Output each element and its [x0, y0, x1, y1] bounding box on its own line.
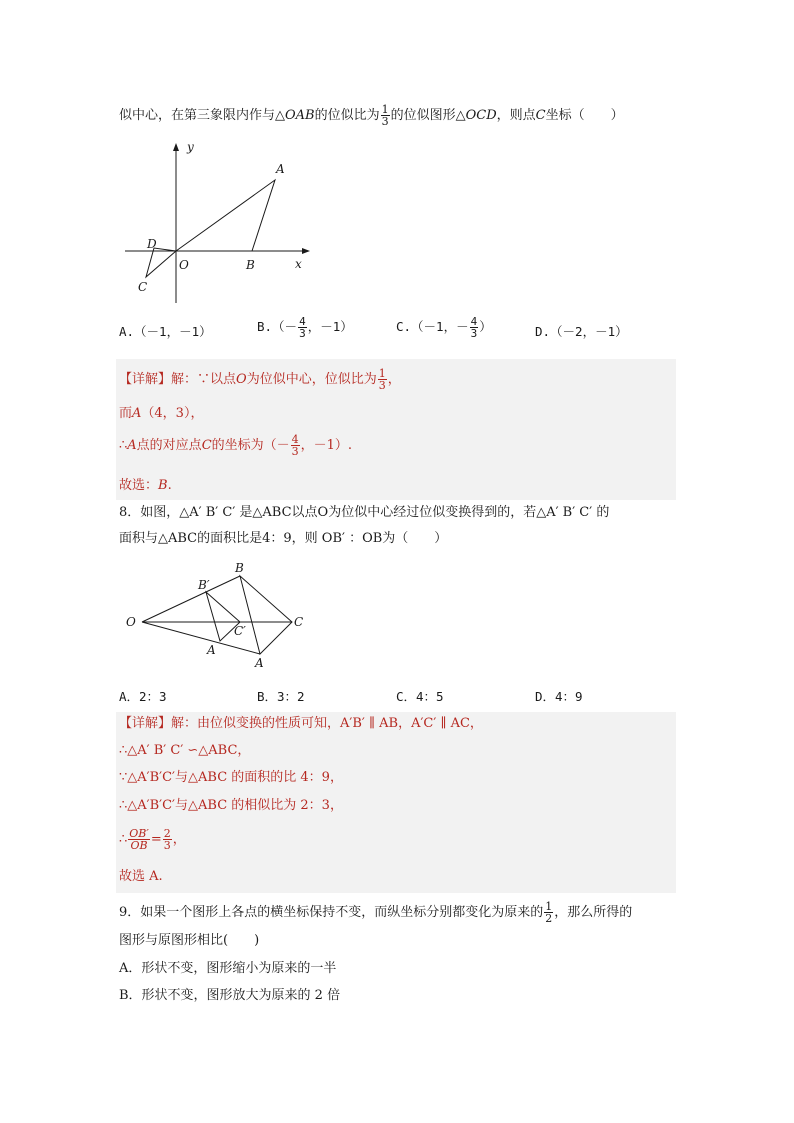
q7-stem-oab: OAB: [285, 108, 315, 123]
q7-stem-text: ，则点: [496, 108, 536, 123]
analysis-fraction: [163, 828, 172, 851]
label-b-prime: B′: [198, 578, 210, 592]
x-axis-arrow: [302, 248, 310, 254]
q8-analysis-line-2: ∴△A′ B′ C′ ∽△ABC，: [119, 743, 251, 758]
q7-ratio-fraction: [381, 104, 390, 127]
label-b: B: [235, 561, 244, 575]
analysis-fraction: [291, 434, 300, 457]
q7-stem-text: 坐标（ ）: [545, 108, 624, 123]
q7-stem-text: 似中心，在第三象限内作与△: [119, 108, 285, 123]
q8-stem-line-1: 8．如图，△A′ B′ C′ 是△ABC以点O为位似中心经过位似变换得到的，若△A′ B′ C′ 的: [119, 505, 610, 520]
fraction-numerator: 4: [291, 433, 299, 446]
fraction-denominator: 3: [163, 839, 171, 852]
label-a-prime: A: [207, 643, 216, 657]
q9-stem-line-1: [119, 901, 632, 924]
label-a: A: [276, 162, 285, 176]
q8-option-c: C．4：5: [396, 689, 444, 704]
analysis-text: 解：由位似变换的性质可知，A′B′ ∥ AB，A′C′ ∥ AC，: [171, 716, 483, 731]
option-fraction: [298, 316, 307, 339]
fraction-numerator: OB′: [129, 827, 149, 840]
q9-stem-text: ，那么所得的: [554, 905, 633, 920]
q8-analysis-line-1: [119, 715, 483, 733]
fraction-denominator: 3: [378, 379, 386, 392]
analysis-fraction: [378, 368, 387, 391]
label-c: C: [294, 615, 304, 629]
q8-analysis-line-4: ∴△A′B′C′与△ABC 的相似比为 2：3，: [119, 798, 343, 813]
fraction-numerator: 4: [299, 315, 306, 328]
q8-option-b: B．3：2: [257, 689, 305, 704]
fraction-numerator: 4: [470, 315, 478, 328]
q8-stem-line-2: 面积与△ABC的面积比是4：9，则 OB′ ：OB为（ ）: [119, 531, 448, 546]
fraction-denominator: 3: [381, 115, 389, 128]
label-x: x: [295, 257, 302, 271]
triangle-abc: [240, 576, 292, 654]
analysis-text: 的坐标为（－: [211, 438, 290, 453]
analysis-text: ，: [387, 372, 401, 387]
analysis-text: ∴: [119, 438, 128, 453]
option-text: B.（－: [257, 319, 298, 334]
analysis-point: O: [236, 372, 247, 387]
analysis-answer: B: [158, 478, 168, 493]
y-axis-arrow: [173, 143, 179, 151]
triangle-ocd: [146, 248, 176, 277]
q8-option-a: A．2：3: [119, 689, 167, 704]
q7-analysis-line-2: [119, 405, 203, 423]
label-b: B: [246, 258, 255, 272]
option-text: ）: [479, 319, 492, 334]
label-d: D: [147, 237, 157, 251]
q7-coordinate-figure: [115, 135, 325, 310]
q8-triangle-figure: [118, 558, 318, 673]
q7-analysis-line-3: [119, 434, 352, 457]
analysis-text: .: [167, 478, 172, 493]
label-y: y: [187, 140, 194, 154]
analysis-text: 故选：: [119, 478, 159, 493]
q9-stem-line-2: 图形与原图形相比( ): [119, 933, 260, 948]
label-c: C: [138, 280, 148, 294]
q7-stem-c: C: [535, 108, 546, 123]
label-a: A: [255, 656, 264, 670]
q9-option-a: A．形状不变，图形缩小为原来的一半: [119, 961, 337, 976]
fraction-denominator: 3: [470, 327, 478, 340]
fraction-numerator: 1: [381, 103, 389, 116]
analysis-point: A: [127, 438, 137, 453]
q7-stem-text: 的位似图形△: [390, 108, 466, 123]
q9-fraction: [544, 901, 553, 924]
analysis-text: ，－1）.: [300, 438, 353, 453]
q8-analysis-line-5: [119, 828, 186, 851]
q9-stem-text: 9．如果一个图形上各点的横坐标保持不变，而纵坐标分别都变化为原来的: [119, 905, 544, 920]
analysis-text: ，: [172, 832, 186, 847]
analysis-text: ∴: [119, 832, 128, 847]
option-text: ，－1）: [307, 319, 353, 334]
fraction-denominator: 2: [545, 912, 553, 925]
q7-option-c: [396, 316, 492, 339]
analysis-text: 解：∵以点: [171, 372, 237, 387]
analysis-tag: 【详解】: [119, 372, 172, 387]
q7-option-a: A.（－1，－1）: [119, 324, 212, 339]
analysis-text: 为位似中心，位似比为: [246, 372, 377, 387]
fraction-denominator: 3: [291, 445, 299, 458]
q7-stem-text: 的位似比为: [314, 108, 380, 123]
analysis-text: 点的对应点: [136, 438, 202, 453]
option-fraction: [470, 316, 479, 339]
q8-option-d: D．4：9: [535, 689, 583, 704]
fraction-denominator: 3: [299, 327, 306, 340]
line-ob: [142, 576, 240, 622]
q7-stem: [119, 104, 624, 127]
q7-analysis-line-1: [119, 368, 401, 391]
label-o: O: [126, 615, 136, 629]
fraction-denominator: OB: [130, 839, 148, 852]
q7-option-b: [257, 316, 353, 339]
q7-option-d: D.（－2，－1）: [535, 324, 628, 339]
analysis-text: 而: [119, 406, 133, 421]
analysis-text: （4，3），: [141, 406, 204, 421]
label-c-prime: C′: [234, 624, 246, 638]
q8-analysis-line-6: 故选 A.: [119, 869, 163, 884]
analysis-fraction: [128, 828, 150, 851]
analysis-text: =: [150, 832, 162, 847]
q9-option-b: B．形状不变，图形放大为原来的 2 倍: [119, 988, 341, 1003]
triangle-oab: [176, 180, 275, 251]
fraction-numerator: 1: [545, 900, 553, 913]
analysis-point: A: [132, 406, 142, 421]
label-o: O: [179, 258, 189, 272]
analysis-tag: 【详解】: [119, 716, 172, 731]
q7-stem-ocd: OCD: [465, 108, 497, 123]
fraction-numerator: 2: [163, 827, 171, 840]
option-text: C.（－1，－: [396, 319, 469, 334]
analysis-point: C: [201, 438, 212, 453]
q8-analysis-line-3: ∵△A′B′C′与△ABC 的面积的比 4：9，: [119, 770, 343, 785]
fraction-numerator: 1: [378, 367, 386, 380]
q7-analysis-line-4: [119, 477, 172, 495]
